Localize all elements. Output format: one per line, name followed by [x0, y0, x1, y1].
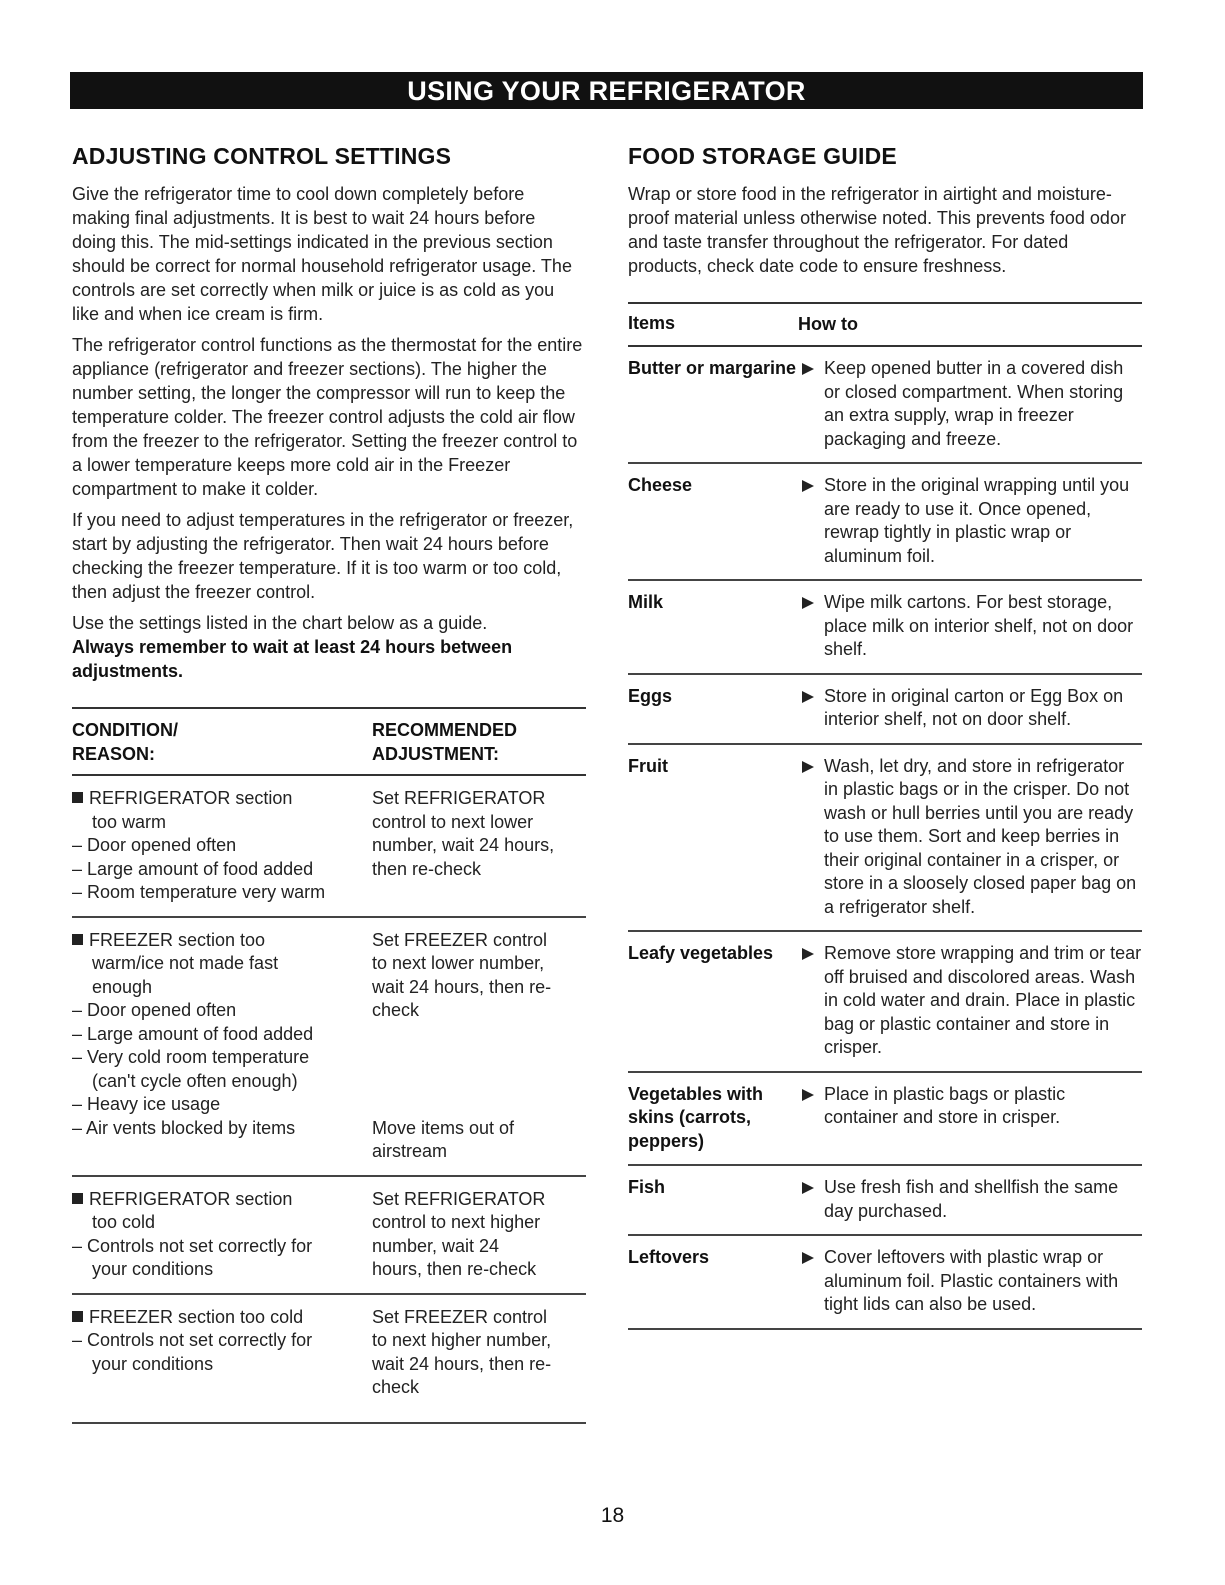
condition-table-header: [72, 709, 586, 776]
food-howto: [798, 1083, 1142, 1154]
square-bullet-icon: [72, 1311, 83, 1322]
body-paragraph: Use the settings listed in the chart below as a guide.: [72, 613, 488, 633]
header-howto: How to: [798, 314, 858, 334]
adjustment-line: Set FREEZER control: [372, 1306, 548, 1327]
food-item: Cheese: [628, 475, 693, 495]
table-row: [628, 464, 1142, 581]
adjustment-line: number, wait 24 hours,: [372, 835, 555, 855]
table-row: [628, 675, 1142, 745]
food-item: Leafy vegetables: [628, 943, 774, 963]
condition-table: [72, 707, 586, 1424]
triangle-bullet-icon: [798, 1246, 824, 1317]
adjustment-line: wait 24 hours, then re-: [372, 1353, 552, 1374]
adjustment-line: Set REFRIGERATOR: [372, 1188, 546, 1209]
condition-line: (can't cycle often enough): [92, 1070, 298, 1091]
square-bullet-icon: [72, 1193, 83, 1204]
condition-line: – Door opened often: [72, 835, 237, 855]
food-item: Eggs: [628, 685, 673, 706]
condition-cell: [72, 929, 372, 1164]
food-howto: [798, 591, 1142, 662]
adjustment-cell: [372, 787, 586, 905]
adjustment-spacer: [372, 1023, 586, 1117]
adjustment-cell: [372, 1188, 586, 1282]
food-storage-section: [628, 140, 1144, 1330]
body-paragraph: Give the refrigerator time to cool down completely before making final adjustments. It is best to wait 24 hours before doing this. The mid-settings indicated in the previous section should be correct for normal household refrigerator usage. The controls are set correctly when milk or juice is as cold as you like and when ice cream is firm.: [72, 184, 572, 324]
food-howto: [798, 755, 1142, 920]
adjustment-line: then re-check: [372, 858, 482, 879]
food-item: Leftovers: [628, 1247, 710, 1267]
header-adjustment: [372, 719, 586, 766]
table-row: [628, 1073, 1142, 1167]
condition-line: – Large amount of food added: [72, 1023, 314, 1044]
food-item: Fish: [628, 1177, 666, 1197]
header-items: Items: [628, 313, 676, 333]
howto-text: Keep opened butter in a covered dish or closed compartment. When storing an extra supply, wrap in freezer packaging and freeze.: [824, 358, 1124, 449]
table-row: [628, 932, 1142, 1073]
condition-text: FREEZER section too cold: [89, 1306, 304, 1327]
condition-line: your conditions: [92, 1353, 214, 1374]
condition-line: too warm: [92, 811, 167, 832]
triangle-bullet-icon: [798, 474, 824, 568]
howto-text: Wash, let dry, and store in refrigerator in plastic bags or in the crisper. Do not wash or hull berries until you are ready to use them. Sort and keep berries in their original container in a crisper, or store in a sloosely closed paper bag on a refrigerator shelf.: [824, 755, 1137, 917]
condition-line: – Heavy ice usage: [72, 1094, 221, 1114]
food-item: Vegetables with skins (carrots, peppers): [628, 1083, 764, 1151]
condition-line: too cold: [92, 1212, 156, 1232]
condition-line: [72, 1306, 372, 1330]
adjustment-line: wait 24 hours, then re-: [372, 976, 552, 997]
condition-text: REFRIGERATOR section: [89, 1188, 293, 1209]
adjustment-line: airstream: [372, 1141, 448, 1161]
food-howto: [798, 685, 1142, 732]
condition-line: your conditions: [92, 1259, 214, 1279]
condition-line: [72, 1188, 372, 1212]
condition-line: – Air vents blocked by items: [72, 1117, 296, 1138]
food-howto: [798, 357, 1142, 451]
condition-cell: [72, 1188, 372, 1282]
adjustment-line: hours, then re-check: [372, 1259, 537, 1279]
header-condition-line: REASON:: [72, 743, 156, 764]
table-row: [628, 1166, 1142, 1236]
header-condition-line: CONDITION/: [72, 720, 178, 740]
bold-note: [72, 635, 584, 683]
triangle-bullet-icon: [798, 591, 824, 662]
condition-line: – Door opened often: [72, 1000, 237, 1020]
condition-line: – Controls not set correctly for: [72, 1235, 313, 1256]
table-row: [72, 776, 586, 918]
food-howto: [798, 1176, 1142, 1223]
condition-line: [72, 787, 372, 811]
adjustment-line: to next lower number,: [372, 953, 545, 973]
header-adjustment-line: ADJUSTMENT:: [372, 743, 500, 764]
howto-text: Store in the original wrapping until you are ready to use it. Once opened, rewrap tightly in plastic wrap or aluminum foil.: [824, 475, 1130, 566]
condition-line: enough: [92, 976, 153, 997]
table-row: [72, 918, 586, 1177]
triangle-bullet-icon: [798, 1083, 824, 1154]
bold-note-text: Always remember to wait at least 24 hours between adjustments.: [72, 637, 513, 681]
adjustment-line: control to next higher: [372, 1212, 541, 1232]
page-banner: USING YOUR REFRIGERATOR: [70, 72, 1143, 109]
howto-text: Store in original carton or Egg Box on interior shelf, not on door shelf.: [824, 685, 1124, 729]
food-table-header: [628, 304, 1142, 347]
adjustment-line: check: [372, 1000, 420, 1020]
triangle-bullet-icon: [798, 685, 824, 732]
table-row: [628, 1236, 1142, 1330]
adjustment-cell: [372, 929, 586, 1164]
condition-line: warm/ice not made fast: [92, 953, 279, 973]
food-item: Milk: [628, 592, 664, 612]
food-item: Butter or margarine: [628, 358, 797, 378]
adjusting-controls-heading: ADJUSTING CONTROL SETTINGS: [72, 143, 452, 169]
condition-text: REFRIGERATOR section: [89, 788, 293, 808]
food-storage-heading: FOOD STORAGE GUIDE: [628, 143, 897, 169]
condition-text: FREEZER section too: [89, 929, 266, 950]
body-paragraph: If you need to adjust temperatures in the refrigerator or freezer, start by adjusting the refrigerator. Then wait 24 hours before checking the freezer temperature. If it is too warm or too cold, then adjust the freezer control.: [72, 510, 574, 602]
howto-text: Remove store wrapping and trim or tear off bruised and discolored areas. Wash in cold water and drain. Place in plastic bag or plastic container and store in crisper.: [824, 943, 1142, 1057]
header-adjustment-line: RECOMMENDED: [372, 720, 518, 740]
body-paragraph: Wrap or store food in the refrigerator in airtight and moisture-proof material unless otherwise noted. This prevents food odor and taste transfer throughout the refrigerator. For dated products, check date code to ensure freshness.: [628, 184, 1126, 276]
square-bullet-icon: [72, 934, 83, 945]
condition-line: – Controls not set correctly for: [72, 1330, 313, 1350]
adjustment-line: control to next lower: [372, 811, 534, 832]
triangle-bullet-icon: [798, 357, 824, 451]
triangle-bullet-icon: [798, 942, 824, 1060]
howto-text: Place in plastic bags or plastic container and store in crisper.: [824, 1083, 1066, 1127]
adjustment-line: Set REFRIGERATOR: [372, 788, 546, 808]
adjustment-line: Set FREEZER control: [372, 929, 548, 950]
condition-cell: [72, 787, 372, 905]
howto-text: Use fresh fish and shellfish the same day purchased.: [824, 1177, 1119, 1221]
square-bullet-icon: [72, 792, 83, 803]
food-howto: [798, 474, 1142, 568]
condition-cell: [72, 1306, 372, 1400]
table-row: [72, 1295, 586, 1424]
adjustment-line: check: [372, 1377, 420, 1397]
condition-line: – Very cold room temperature: [72, 1047, 310, 1067]
food-howto: [798, 942, 1142, 1060]
condition-line: – Room temperature very warm: [72, 882, 326, 902]
table-row: [72, 1177, 586, 1295]
condition-line: – Large amount of food added: [72, 858, 314, 879]
condition-line: [72, 929, 372, 953]
triangle-bullet-icon: [798, 1176, 824, 1223]
adjustment-line: number, wait 24: [372, 1235, 500, 1256]
body-paragraph: The refrigerator control functions as the thermostat for the entire appliance (refrigerator and freezer sections). The higher the number setting, the longer the compressor will run to keep the temperature colder. The freezer control adjusts the cold air flow from the freezer to the refrigerator. Setting the freezer control to a lower temperature keeps more cold air in the Freezer compartment to make it colder.: [72, 335, 583, 499]
triangle-bullet-icon: [798, 755, 824, 920]
adjustment-cell: [372, 1306, 586, 1400]
table-row: [628, 745, 1142, 933]
page-number: 18: [600, 1504, 625, 1527]
table-row: [628, 581, 1142, 675]
adjustment-line: to next higher number,: [372, 1330, 552, 1350]
howto-text: Wipe milk cartons. For best storage, place milk on interior shelf, not on door shelf.: [824, 592, 1134, 659]
food-item: Fruit: [628, 755, 668, 776]
adjustment-line: Move items out of: [372, 1117, 515, 1138]
food-howto: [798, 1246, 1142, 1317]
table-row: [628, 347, 1142, 464]
food-storage-table: [628, 302, 1142, 1330]
howto-text: Cover leftovers with plastic wrap or aluminum foil. Plastic containers with tight lids can also be used.: [824, 1247, 1119, 1314]
header-condition: [72, 719, 372, 766]
adjusting-controls-section: [72, 140, 584, 1424]
